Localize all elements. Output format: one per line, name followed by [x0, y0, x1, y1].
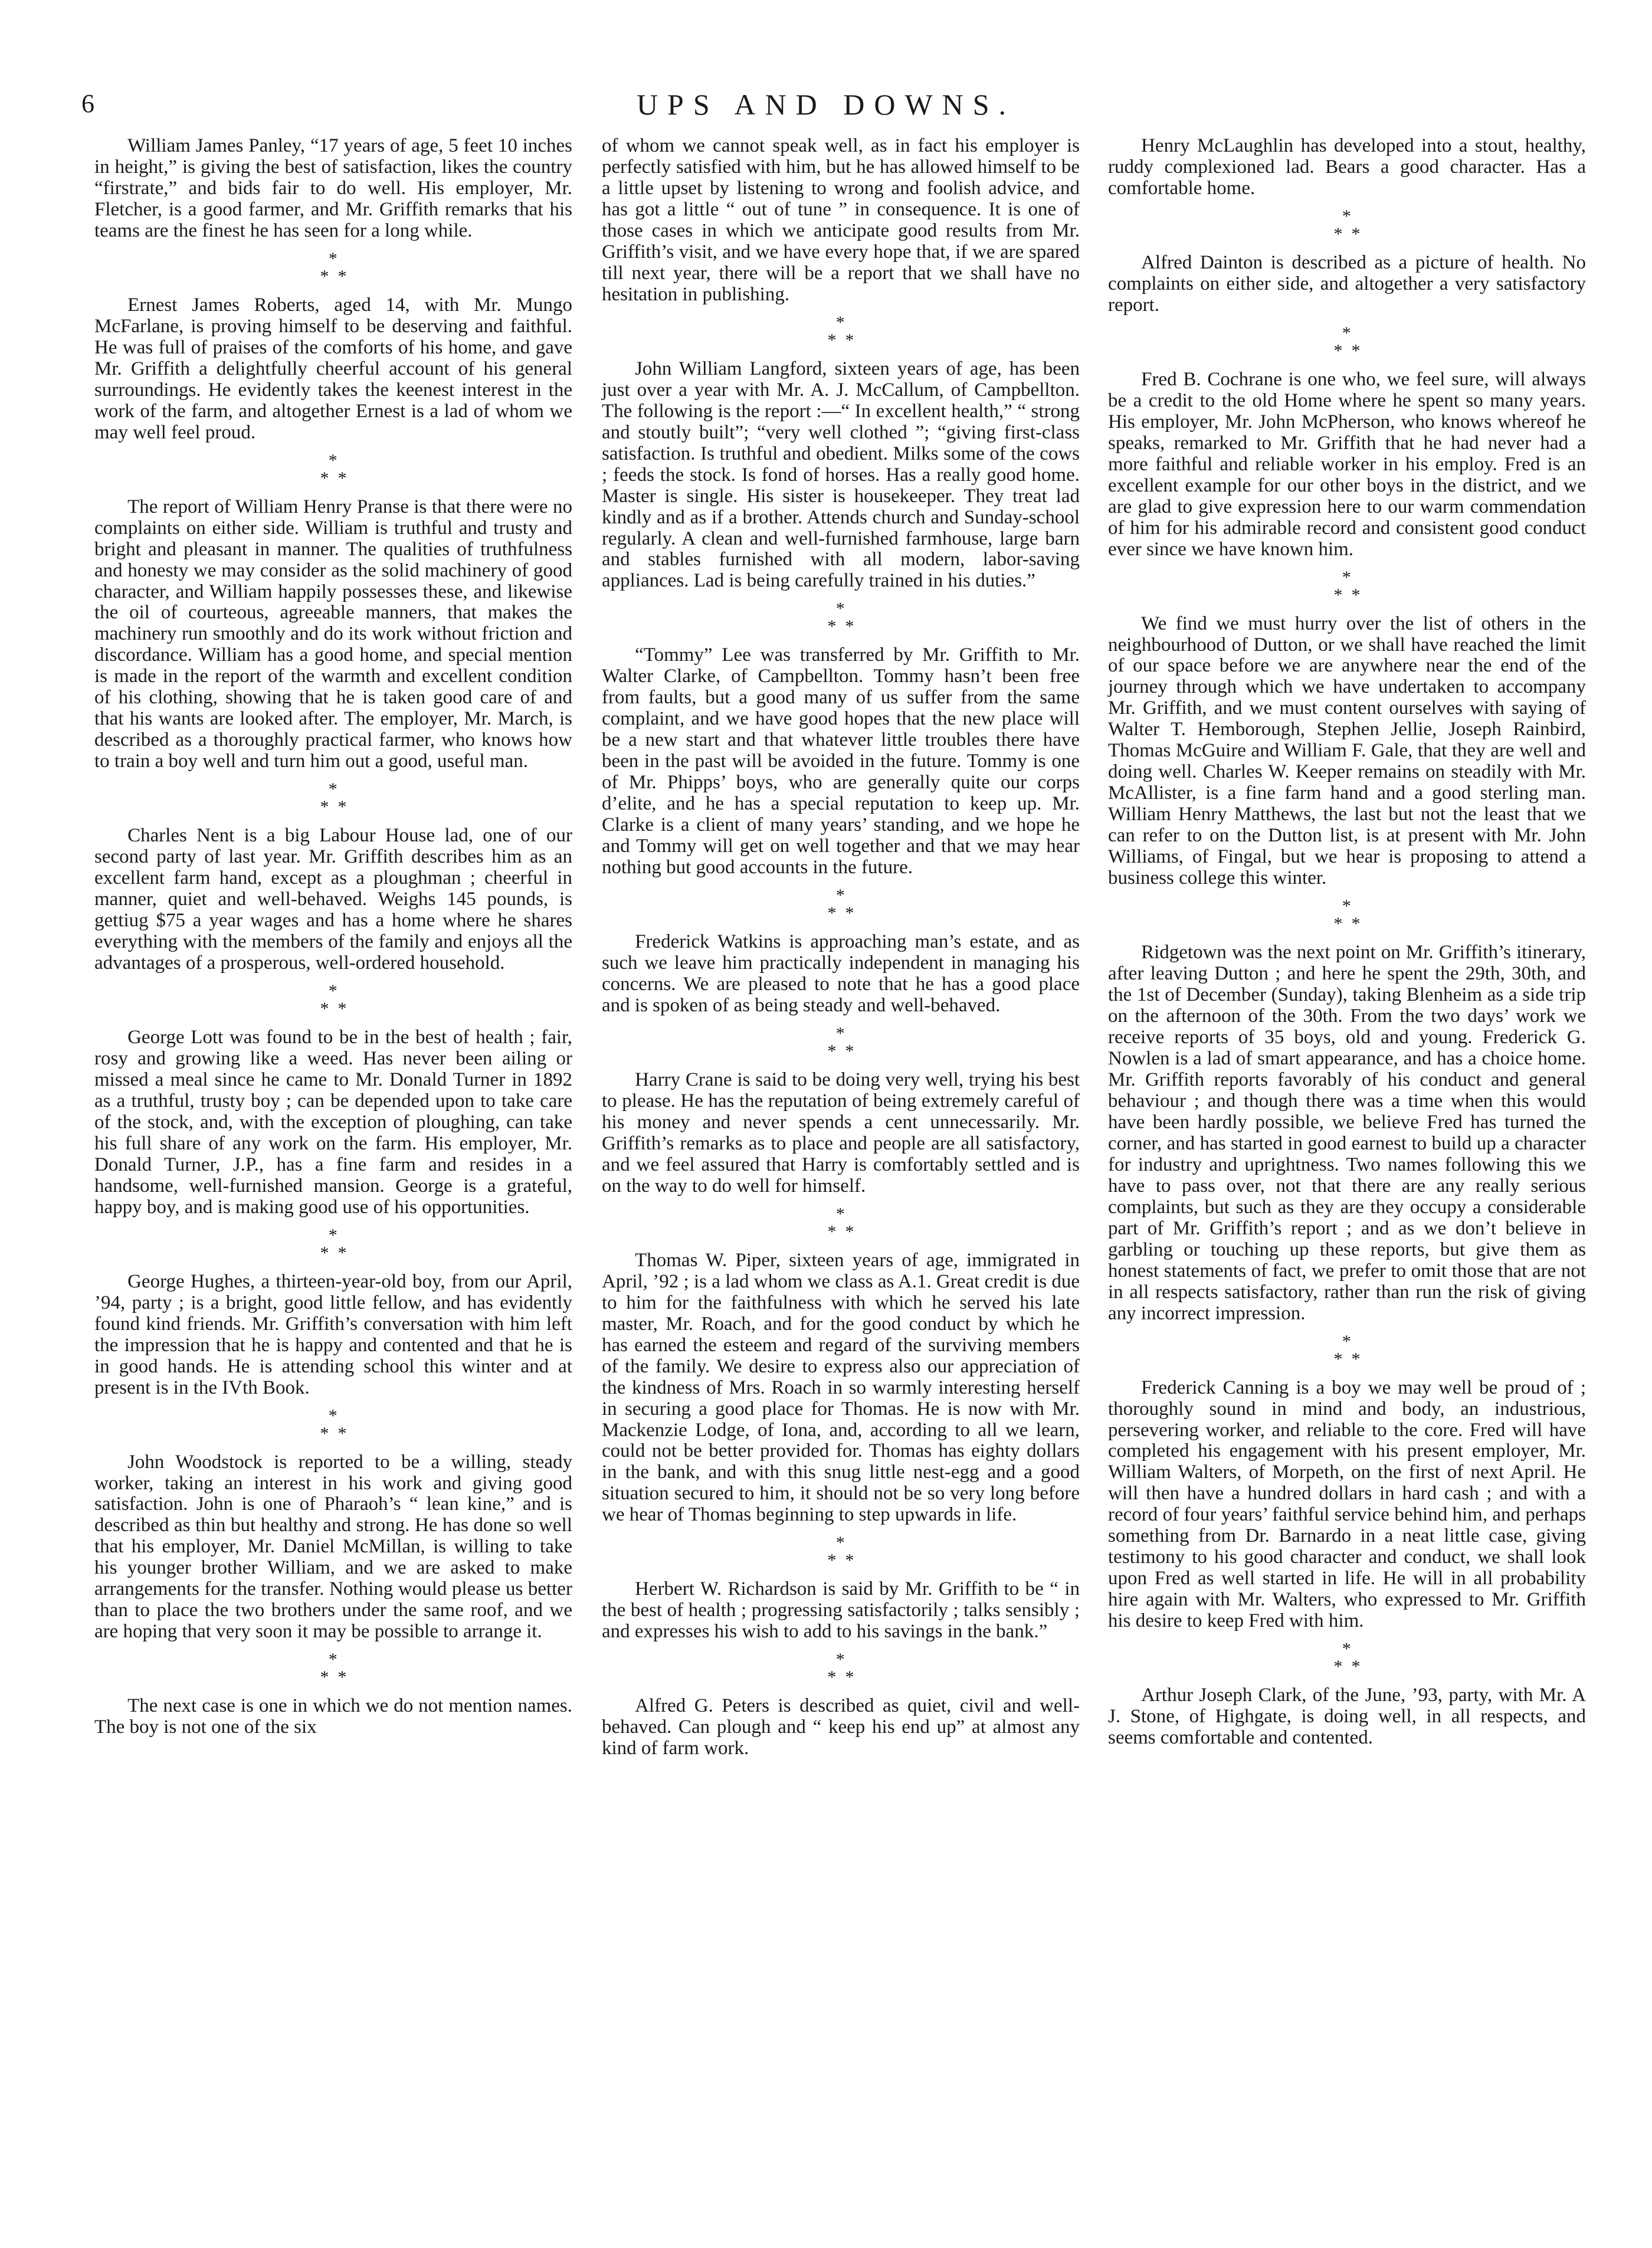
section-separator: * **	[1333, 567, 1369, 605]
article-paragraph: Thomas W. Piper, sixteen years of age, immigrated in April, ’92 ; is a lad whom we class as A.1. Great credit is due to him for the faithfulness with which he served his late master, Mr. Roach, and for the good conduct by which he has earned the esteem and regard of the surviving members of the family. We desire to express also our appreciation of the kindness of Mrs. Roach in so warmly interesting herself in securing a good place for Thomas. He is now with Mr. Mackenzie Lodge, of Iona, and, according to all we learn, could not be better provided for. Thomas has eighty dollars in the bank, and with this snug little nest-egg and a good situation secured to him, it should not be so very long before we hear of Thomas beginning to step upwards in life.	[602, 1249, 1080, 1526]
masthead-title: UPS AND DOWNS.	[636, 88, 1016, 121]
article-paragraph: Ernest James Roberts, aged 14, with Mr. Mungo McFarlane, is proving himself to be deserving and faithful. He was full of praises of the comforts of his home, and gave Mr. Griffith a delightfully cheerful account of his general surroundings. He evidently takes the keenest interest in the work of the farm, and altogether Ernest is a lad of whom we may well feel proud.	[94, 294, 572, 443]
article-paragraph: Arthur Joseph Clark, of the June, ’93, party, with Mr. A J. Stone, of Highgate, is doing well, in all respects, and seems comfortable and contented.	[1108, 1685, 1586, 1749]
article-paragraph: Charles Nent is a big Labour House lad, one of our second party of last year. Mr. Griffith describes him as an excellent farm hand, except as a ploughman ; cheerful in manner, quiet and well-behaved. Weighs 145 pounds, is gettiug $75 a year wages and has a home where he shares everything with the members of the family and enjoys all the advantages of a prosperous, well-ordered household.	[94, 825, 572, 974]
section-separator: * **	[1333, 1639, 1369, 1677]
article-paragraph: Alfred Dainton is described as a picture of health. No complaints on either side, and altogether a very satisfactory report.	[1108, 251, 1586, 316]
page-number: 6	[81, 89, 94, 118]
section-separator: * **	[1333, 1331, 1369, 1369]
section-separator: * **	[320, 779, 356, 817]
article-paragraph: The next case is one in which we do not mention names. The boy is not one of the six	[94, 1695, 572, 1738]
article-paragraph: Frederick Watkins is approaching man’s estate, and as such we leave him practically independent in managing his concerns. We are pleased to note that he has a good place and is spoken of as being steady and well-behaved.	[602, 931, 1080, 1016]
section-separator: * **	[320, 981, 356, 1018]
article-paragraph: William James Panley, “17 years of age, 5 feet 10 inches in height,” is giving the best of satisfaction, likes the country “firstrate,” and bids fair to do well. His employer, Mr. Fletcher, is a good farmer, and Mr. Griffith remarks that his teams are the finest he has seen for a long while.	[94, 135, 572, 241]
section-separator: * **	[320, 248, 356, 286]
section-separator: * **	[320, 1225, 356, 1263]
column-1	[94, 136, 572, 1738]
section-separator: * **	[827, 599, 863, 637]
article-paragraph: Ridgetown was the next point on Mr. Griffith’s itinerary, after leaving Dutton ; and here he spent the 29th, 30th, and the 1st of December (Sunday), taking Blenheim as a side trip on the afternoon of the 30th. From the two days’ work we receive reports of 35 boys, old and young. Frederick G. Nowlen is a lad of smart appearance, and has a choice home. Mr. Griffith reports favorably of his conduct and general behaviour ; and though there was a time when this would have been hardly possible, we believe Fred has turned the corner, and has started in good earnest to build up a character for industry and uprightness. Two names following this we have to pass over, not that there are any really serious complaints, but such as they are they occupy a considerable part of Mr. Griffith’s report ; and as we don’t believe in garbling or touching up these reports, but give them as honest statements of fact, we prefer to omit those that are not in all respects satisfactory, rather than run the risk of giving any incorrect impression.	[1108, 942, 1586, 1324]
article-paragraph: Alfred G. Peters is described as quiet, civil and well-behaved. Can plough and “ keep his end up” at almost any kind of farm work.	[602, 1695, 1080, 1759]
section-separator: * **	[827, 312, 863, 350]
article-paragraph: Henry McLaughlin has developed into a stout, healthy, ruddy complexioned lad. Bears a good character. Has a comfortable home.	[1108, 135, 1586, 199]
article-paragraph: George Lott was found to be in the best of health ; fair, rosy and growing like a weed. Has never been ailing or missed a meal since he came to Mr. Donald Turner in 1892 as a truthful, trusty boy ; can be depended upon to take care of the stock, and, with the exception of ploughing, can take his full share of any work on the farm. His employer, Mr. Donald Turner, J.P., has a fine farm and resides in a handsome, well-furnished mansion. George is a grateful, happy boy, and is making good use of his opportunities.	[94, 1027, 572, 1218]
section-separator: * **	[1333, 323, 1369, 361]
article-paragraph: of whom we cannot speak well, as in fact his employer is perfectly satisfied with him, but he has allowed himself to be a little upset by listening to wrong and foolish advice, and has got a little “ out of tune ” in consequence. It is one of those cases in which we anticipate good results from Mr. Griffith’s visit, and we have every hope that, if we are spared till next year, there will be a report that we shall have no hesitation in publishing.	[602, 135, 1080, 305]
column-2	[602, 136, 1080, 1759]
section-separator: * **	[1333, 206, 1369, 244]
article-paragraph: George Hughes, a thirteen-year-old boy, from our April, ’94, party ; is a bright, good little fellow, and has evidently found kind friends. Mr. Griffith’s conversation with him left the impression that he is happy and contented and that he is in good hands. He is attending school this winter and at present is in the IVth Book.	[94, 1270, 572, 1398]
section-separator: * **	[1333, 896, 1369, 934]
section-separator: * **	[320, 1650, 356, 1687]
section-separator: * **	[827, 1023, 863, 1061]
section-separator: * **	[827, 1650, 863, 1687]
article-paragraph: Harry Crane is said to be doing very well, trying his best to please. He has the reputation of being extremely careful of his money and never spends a cent unnecessarily. Mr. Griffith’s remarks as to place and people are all satisfactory, and we feel assured that Harry is comfortably settled and is on the way to do well for himself.	[602, 1069, 1080, 1197]
article-paragraph: The report of William Henry Pranse is that there were no complaints on either side. William is truthful and trusty and bright and pleasant in manner. The qualities of truthfulness and honesty we may consider as the solid machinery of good character, and William happily possesses these, and likewise the oil of courteous, agreeable manners, that makes the machinery run smoothly and do its work without friction and discordance. William has a good home, and special mention is made in the report of the warmth and excellent condition of his clothing, showing that he is taken good care of and that his wants are looked after. The employer, Mr. March, is described as a thoroughly practical farmer, who knows how to train a boy well and turn him out a good, useful man.	[94, 496, 572, 772]
column-3	[1108, 136, 1586, 1749]
section-separator: * **	[320, 1405, 356, 1443]
section-separator: * **	[827, 1533, 863, 1571]
article-paragraph: Fred B. Cochrane is one who, we feel sure, will always be a credit to the old Home where he spent so many years. His employer, Mr. John McPherson, who knows whereof he speaks, remarked to Mr. Griffith that he had never had a more faithful and reliable worker in his employ. Fred is an excellent example for our other boys in the district, and we are glad to give expression here to our warm commendation of him for his admirable record and consistent good conduct ever since we have known him.	[1108, 368, 1586, 560]
section-separator: * **	[320, 450, 356, 488]
article-paragraph: John William Langford, sixteen years of age, has been just over a year with Mr. A. J. McCallum, of Campbellton. The following is the report :—“ In excellent health,” “ strong and stoutly built”; “very well clothed ”; “giving first-class satisfaction. Is truthful and obedient. Milks some of the cows ; feeds the stock. Is fond of horses. Has a really good home. Master is single. His sister is housekeeper. They treat lad kindly and as if a brother. Attends church and Sunday-school regularly. A clean and well-furnished farmhouse, large barn and stables furnished with all modern, labor-saving appliances. Lad is being carefully trained in his duties.”	[602, 358, 1080, 592]
article-paragraph: “Tommy” Lee was transferred by Mr. Griffith to Mr. Walter Clarke, of Campbellton. Tommy hasn’t been free from faults, but a good many of us suffer from the same complaint, and we have good hopes that the new place will be a new start and that whatever little troubles there have been in the past will be avoided in the future. Tommy is one of Mr. Phipps’ boys, who are generally quite our corps d’elite, and he has a special reputation to keep up. Mr. Clarke is a client of many years’ standing, and we hope he and Tommy will get on well together and that we may hear nothing but good accounts in the future.	[602, 644, 1080, 879]
article-paragraph: Herbert W. Richardson is said by Mr. Griffith to be “ in the best of health ; progressing satisfactorily ; talks sensibly ; and expresses his wish to add to his savings in the bank.”	[602, 1578, 1080, 1643]
article-paragraph: Frederick Canning is a boy we may well be proud of ; thoroughly sound in mind and body, an industrious, persevering worker, and reliable to the core. Fred will have completed his engagement with his present employer, Mr. William Walters, of Morpeth, on the first of next April. He will then have a hundred dollars in hard cash ; and with a record of four years’ faithful service behind him, and perhaps something from Dr. Barnardo in a neat little case, giving testimony to his good character and conduct, we shall look upon Fred as well started in life. He will in all probability hire again with Mr. Walters, who expressed to Mr. Griffith his desire to keep Fred with him.	[1108, 1377, 1586, 1632]
section-separator: * **	[827, 886, 863, 923]
article-paragraph: We find we must hurry over the list of others in the neighbourhood of Dutton, or we shall have reached the limit of our space before we are anywhere near the end of the journey through which we have undertaken to accompany Mr. Griffith, and we must content ourselves with saying of Walter T. Hemborough, Stephen Jellie, Joseph Rainbird, Thomas McGuire and William F. Gale, that they are well and doing well. Charles W. Keeper remains on steadily with Mr. McAllister, is a fine farm hand and a good sterling man. William Henry Matthews, the last but not the least that we can refer to on the Dutton list, is at present with Mr. John Williams, of Fingal, but we hear is proposing to attend a business college this winter.	[1108, 612, 1586, 889]
section-separator: * **	[827, 1204, 863, 1241]
article-paragraph: John Woodstock is reported to be a willing, steady worker, taking an interest in his work and giving good satisfaction. John is one of Pharaoh’s “ lean kine,” and is described as thin but healthy and strong. He has done so well that his employer, Mr. Daniel McMillan, is willing to take his younger brother William, and we are asked to make arrangements for the transfer. Nothing would please us better than to place the two brothers under the same roof, and we are hoping that very soon it may be possible to arrange it.	[94, 1451, 572, 1643]
